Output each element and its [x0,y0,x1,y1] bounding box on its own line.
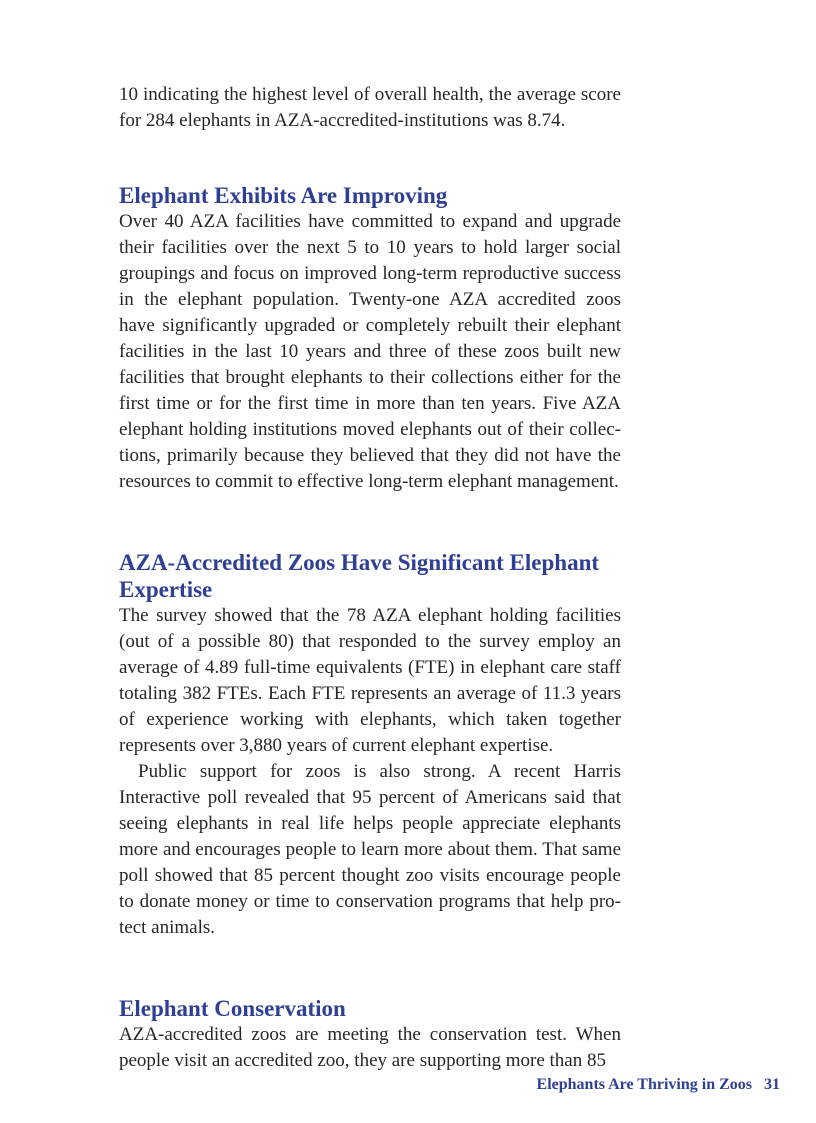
section-conservation [119,995,621,1074]
section-expertise [119,549,621,941]
page-number: 31 [764,1076,780,1093]
section-heading: Elephant Exhibits Are Improving [119,183,448,208]
intro-paragraph: 10 indicating the highest level of overall health, the average score for 284 elephants in AZA-accredited-institutions was 8.74. [119,84,621,131]
section-paragraph: The survey showed that the 78 AZA elephant holding facilities (out of a possible 80) that responded to the survey employ an average of 4.89 full-time equivalents (FTE) in elephant care staff totaling 382 FTEs. Each FTE represents an average of 11.3 years of experience working with elephants, which taken together represents over 3,880 years of current elephant expertise. [119,605,621,756]
section-paragraph: Over 40 AZA facilities have committed to expand and upgrade their facilities over the next 5 to 10 years to hold larger social groupings and focus on improved long-term reproductive success in the elephant population. Twenty-one AZA accredited zoos have significantly upgraded or completely rebuilt their elephant facilities in the last 10 years and three of these zoos built new facilities that brought elephants to their collections either for the first time or for the first time in more than ten years. Five AZA elephant holding institutions moved elephants out of their collections, primarily because they believed that they did not have the resources to commit to effective long-term elephant management. [119,211,621,492]
section-paragraph: Public support for zoos is also strong. A recent Harris Interactive poll revealed that 95 percent of Americans said that seeing elephants in real life helps people appreciate elephants more and encourages people to learn more about them. That same poll showed that 85 percent thought zoo visits encourage people to donate money or time to conservation programs that help protect animals. [119,761,621,938]
section-spacer [119,941,621,995]
footer-title: Elephants Are Thriving in Zoos [536,1076,752,1093]
page-body [119,82,621,1074]
section-exhibits [119,182,621,495]
section-paragraph: AZA-accredited zoos are meeting the conservation test. When people visit an accredited zoo, they are supporting more than 85 [119,1024,621,1071]
running-footer [537,1076,780,1094]
section-heading: AZA-Accredited Zoos Have Significant Elephant Expertise [119,550,600,602]
section-heading: Elephant Conservation [119,996,346,1021]
section-spacer [119,495,621,549]
section-spacer [119,134,621,182]
